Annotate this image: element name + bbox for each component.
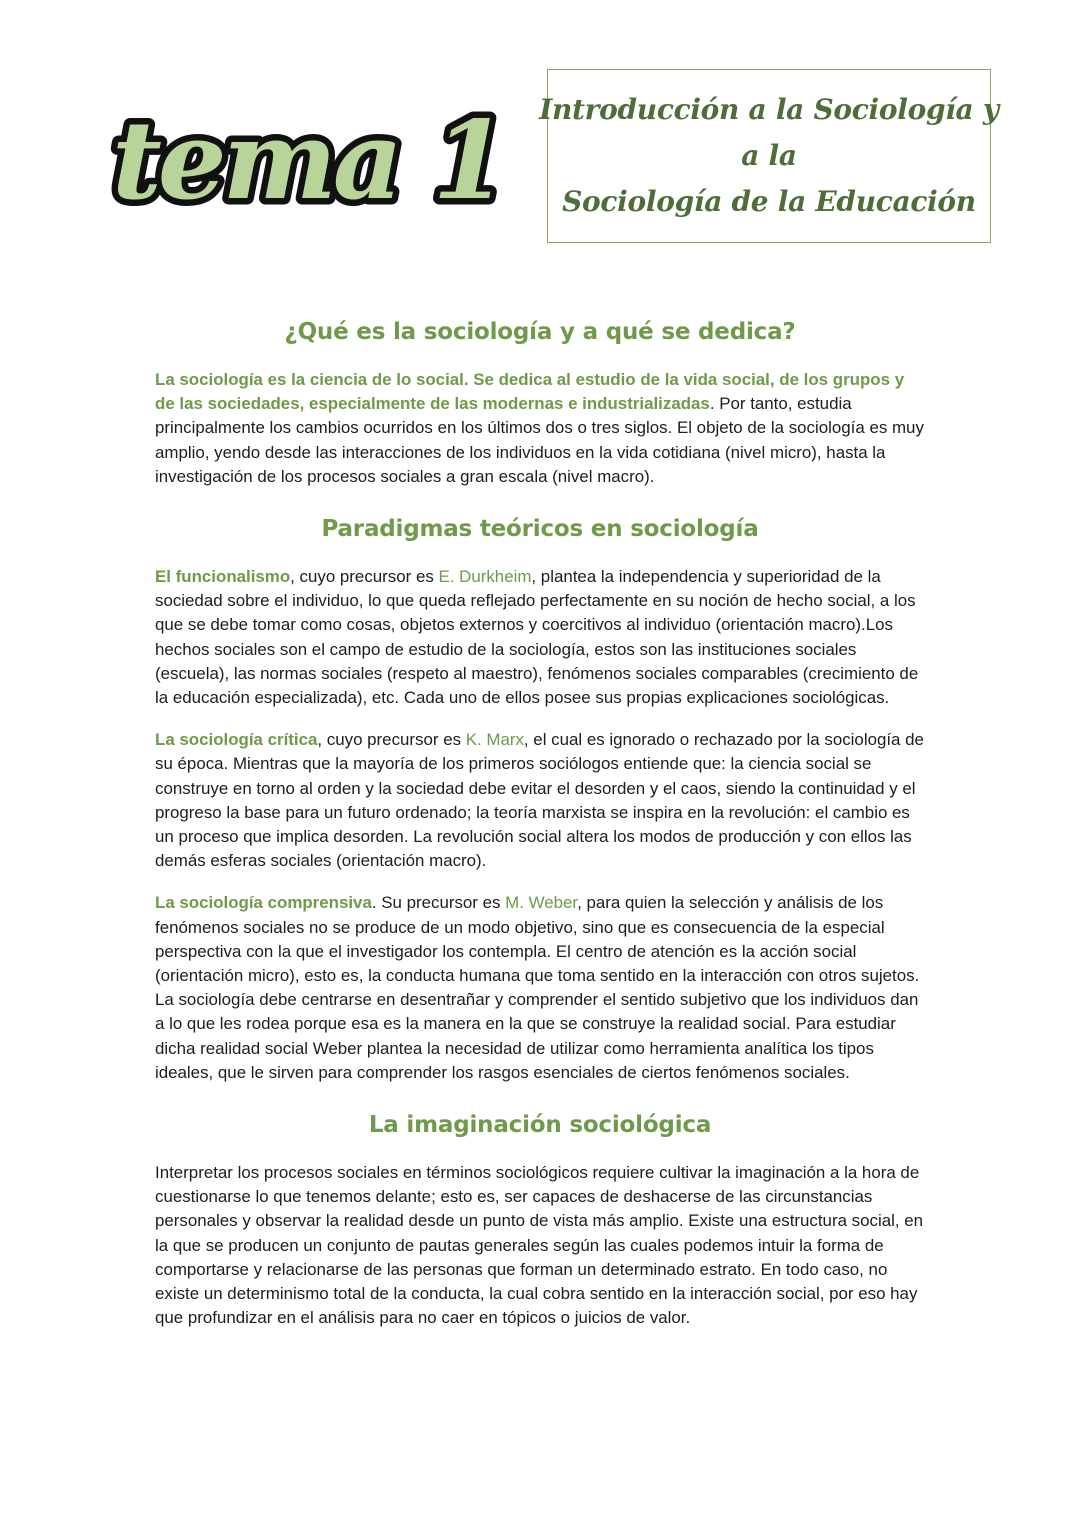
paragraph-imaginacion: Interpretar los procesos sociales en términos sociológicos requiere cultivar la imaginación a la hora de cuestionarse lo que tenemos delante; esto es, ser capaces de deshacerse de las circunstancias personales y observar la realidad desde un punto de vista más amplio. Existe una estructura social, en la que se producen un conjunto de pautas generales según las cuales podemos intuir la forma de comportarse y relacionarse de las personas que forman un determinado estrato. En todo caso, no existe un determinismo total de la conducta, la cual cobra sentido en la interacción social, por eso hay que profundizar en el análisis para no caer en tópicos o juicios de valor. bbox=[155, 1163, 924, 1328]
tema-title-text: tema 1 bbox=[112, 98, 504, 224]
section-heading-paradigmas: Paradigmas teóricos en sociología bbox=[321, 516, 759, 543]
section-heading-que-es: ¿Qué es la sociología y a qué se dedica? bbox=[284, 319, 796, 345]
term-sociologia-comprensiva: La sociología comprensiva bbox=[155, 893, 372, 913]
tema-title-logo bbox=[108, 88, 508, 228]
definition-highlight: La sociología es la ciencia de lo social. Se dedica al estudio de la vida social, de los grupos y de las sociedades, especialmente de las modernas e industrializadas bbox=[155, 370, 905, 414]
paragraph-funcionalismo: El funcionalismo, cuyo precursor es E. Durkheim, plantea la independencia y superioridad de la sociedad sobre el individuo, lo que queda reflejado perfectamente en su noción de hecho social, a los que se debe tomar como cosas, objetos externos y coercitivos al individuo (orientación macro).Los hechos sociales son el campo de estudio de la sociología, estos son las instituciones sociales (escuela), las normas sociales (respeto al maestro), fenómenos sociales comparables (crecimiento de la educación especializada), etc. Cada uno de ellos posee sus propias explicaciones sociológicas. bbox=[155, 567, 919, 708]
term-funcionalismo: El funcionalismo bbox=[155, 567, 291, 587]
author-marx: K. Marx bbox=[465, 730, 524, 750]
title-line-2: a la bbox=[741, 139, 797, 172]
term-sociologia-critica: La sociología crítica bbox=[155, 730, 318, 750]
author-weber: M. Weber bbox=[505, 893, 578, 913]
paragraph-sociologia-comprensiva: La sociología comprensiva. Su precursor es M. Weber, para quien la selección y análisis de los fenómenos sociales no se produce de un modo objetivo, sino que es consecuencia de la especial perspectiva con la que el investigador los contempla. El centro de atención es la acción social (orientación micro), esto es, la conducta humana que toma sentido en la interacción con otros sujetos. La sociología debe centrarse en desentrañar y comprender el sentido subjetivo que los individuos dan a lo que les rodea porque esa es la manera en la que se construye la realidad social. Para estudiar dicha realidad social Weber plantea la necesidad de utilizar como herramienta analítica los tipos ideales, que le sirven para comprender los rasgos esenciales de ciertos fenómenos sociales. bbox=[155, 893, 920, 1082]
title-line-1: Introducción a la Sociología y bbox=[539, 93, 999, 126]
paragraph-sociologia-critica: La sociología crítica, cuyo precursor es K. Marx, el cual es ignorado o rechazado por la sociología de su época. Mientras que la mayoría de los primeros sociólogos entiende que: la ciencia social se construye en torno al orden y la sociedad debe evitar el desorden y el caos, siendo la continuidad y el progreso la base para un futuro ordenado; la teoría marxista se inspira en la revolución: el cambio es un proceso que implica desorden. La revolución social altera los modos de producción y con ellos las demás esferas sociales (orientación macro). bbox=[155, 730, 924, 871]
section-heading-imaginacion: La imaginación sociológica bbox=[368, 1112, 712, 1139]
paragraph-definicion: La sociología es la ciencia de lo social. Se dedica al estudio de la vida social, de los grupos y de las sociedades, especialmente de las modernas e industrializadas. Por tanto, estudia principalmente los cambios ocurridos en los últimos dos o tres siglos. El objeto de la sociología es muy amplio, yendo desde las interacciones de los individuos en la vida cotidiana (nivel micro), hasta la investigación de los procesos sociales a gran escala (nivel macro). bbox=[155, 370, 924, 486]
title-box bbox=[539, 69, 999, 243]
author-durkheim: E. Durkheim bbox=[438, 567, 532, 587]
title-line-3: Sociología de la Educación bbox=[562, 185, 976, 218]
main-content bbox=[155, 310, 925, 1331]
